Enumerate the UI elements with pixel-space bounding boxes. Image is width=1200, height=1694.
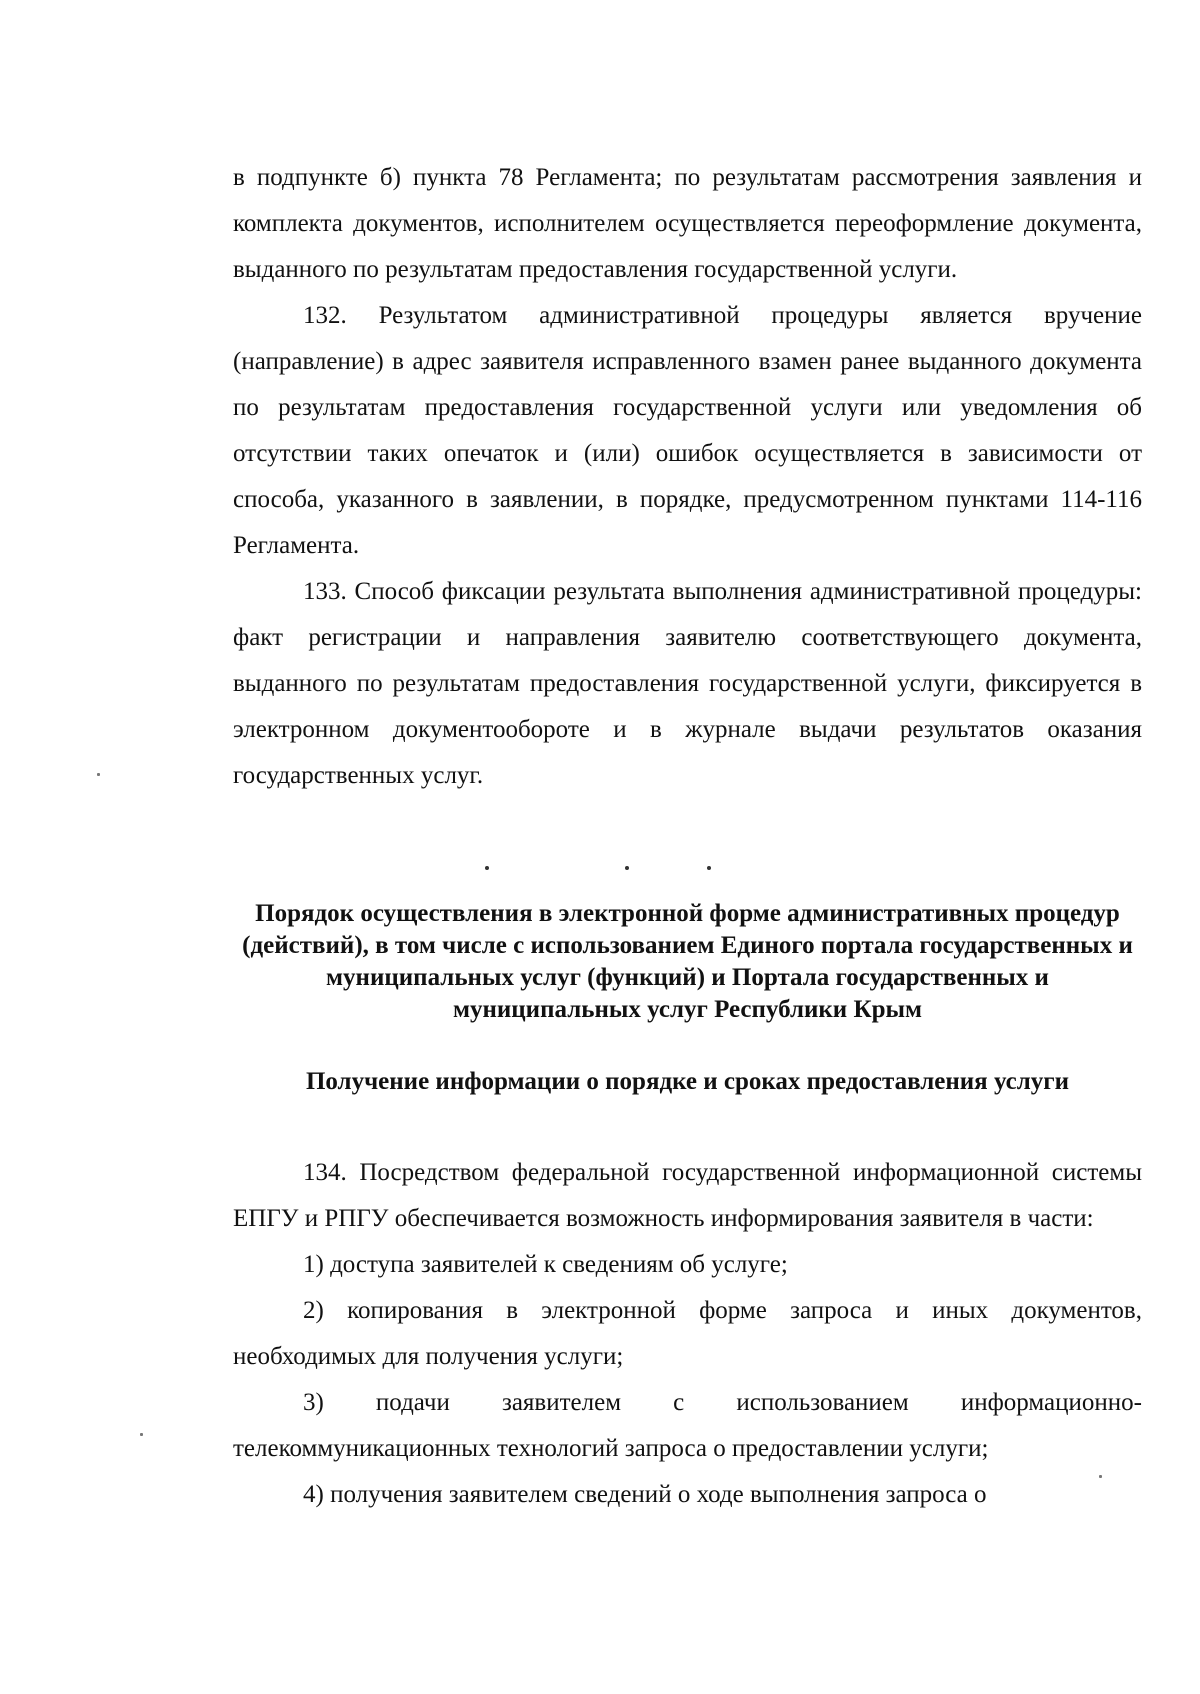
section-heading: Порядок осуществления в электронной форме административных процедур (действий), в том числе с использованием Единого портала государственных и муниципальных услуг (функций) и Портала государственных и муниципальных услуг Республики Крым — [242, 900, 1133, 1023]
paragraph-134: 134. Посредством федеральной государственной информационной системы ЕПГУ и РПГУ обеспечивается возможность информирования заявителя в части: — [233, 1159, 1142, 1232]
scan-speck — [97, 773, 100, 776]
text-block-top — [233, 155, 1142, 799]
list-item-4: 4) получения заявителем сведений о ходе выполнения запроса о — [303, 1481, 987, 1508]
scan-speck — [1099, 1475, 1102, 1478]
paragraph-133: 133. Способ фиксации результата выполнения административной процедуры: факт регистрации и направления заявителю соответствующего документа, выданного по результатам предоставления государственной услуги, фиксируется в электронном документообороте и в журнале выдачи результатов оказания государственных услуг. — [233, 578, 1142, 789]
list-item-2: 2) копирования в электронной форме запроса и иных документов, необходимых для получения услуги; — [233, 1297, 1142, 1370]
sub-heading: Получение информации о порядке и сроках предоставления услуги — [305, 1068, 1070, 1095]
list-item-1: 1) доступа заявителей к сведениям об услуге; — [303, 1251, 788, 1278]
text-block-bottom — [233, 1150, 1142, 1518]
paragraph-132: 132. Результатом административной процедуры является вручение (направление) в адрес заявителя исправленного взамен ранее выданного документа по результатам предоставления государственной услуги или уведомления об отсутствии таких опечаток и (или) ошибок осуществляется в зависимости от способа, указанного в заявлении, в порядке, предусмотренном пунктами 114-116 Регламента. — [233, 302, 1142, 559]
scan-speck — [140, 1433, 143, 1436]
list-item-3: 3) подачи заявителем с использованием информационно-телекоммуникационных технологий запроса о предоставлении услуги; — [233, 1389, 1142, 1462]
scan-dots — [485, 866, 745, 872]
paragraph-continuation: в подпункте б) пункта 78 Регламента; по результатам рассмотрения заявления и комплекта документов, исполнителем осуществляется переоформление документа, выданного по результатам предоставления государственной услуги. — [233, 164, 1142, 283]
